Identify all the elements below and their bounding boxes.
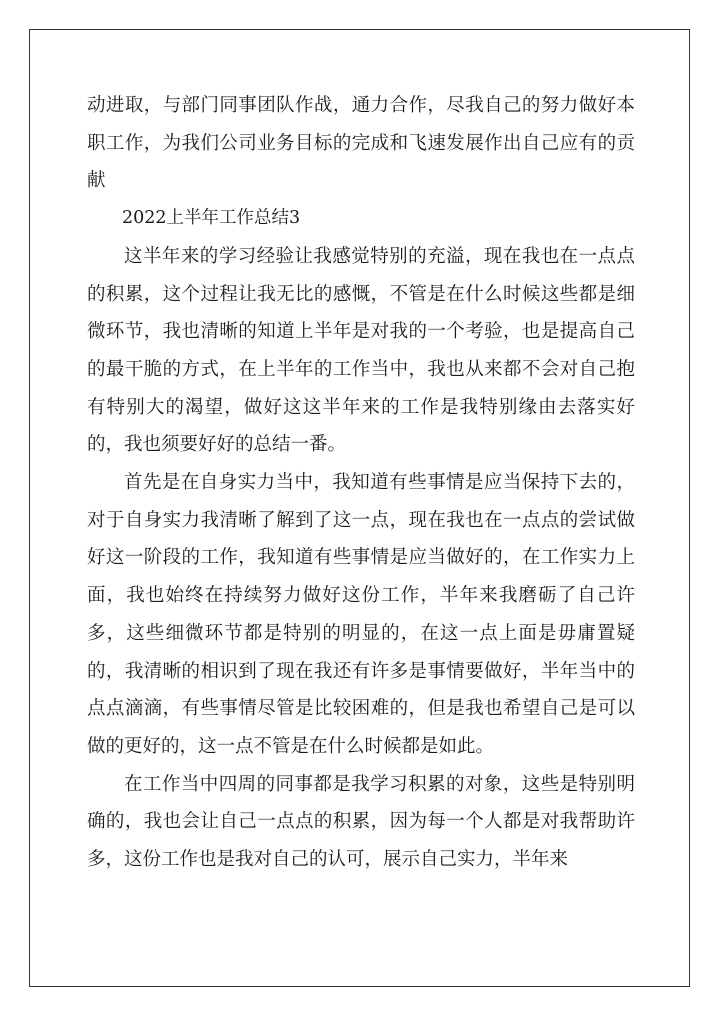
paragraph-ability: 首先是在自身实力当中，我知道有些事情是应当保持下去的，对于自身实力我清晰了解到了这一点，现在我也在一点点的尝试做好这一阶段的工作，我知道有些事情是应当做好的，在工作实力上面，我也始终在持续努力做好这份工作，半年来我磨砺了自己许多，这些细微环节都是特别的明显的，在这一点上面是毋庸置疑的，我清晰的相识到了现在我还有许多是事情要做好，半年当中的点点滴滴，有些事情尽管是比较困难的，但是我也希望自己是可以做的更好的，这一点不管是在什么时候都是如此。: [87, 472, 635, 757]
document-body: [87, 87, 635, 879]
paragraph-continuation: 动进取，与部门同事团队作战，通力合作，尽我自己的努力做好本职工作，为我们公司业务目标的完成和飞速发展作出自己应有的贡献: [87, 95, 635, 192]
paragraph-intro: 这半年来的学习经验让我感觉特别的充溢，现在我也在一点点的积累，这个过程让我无比的感慨，不管是在什么时候这些都是细微环节，我也清晰的知道上半年是对我的一个考验，也是提高自己的最干脆的方式，在上半年的工作当中，我也从来都不会对自己抱有特别大的渴望，做好这这半年来的工作是我特别缘由去落实好的，我也须要好好的总结一番。: [87, 245, 635, 456]
paragraph-colleagues: 在工作当中四周的同事都是我学习积累的对象，这些是特别明确的，我也会让自己一点点的积累，因为每一个人都是对我帮助许多，这份工作也是我对自己的认可，展示自己实力，半年来: [87, 773, 635, 871]
section-heading: 2022上半年工作总结3: [122, 208, 301, 229]
